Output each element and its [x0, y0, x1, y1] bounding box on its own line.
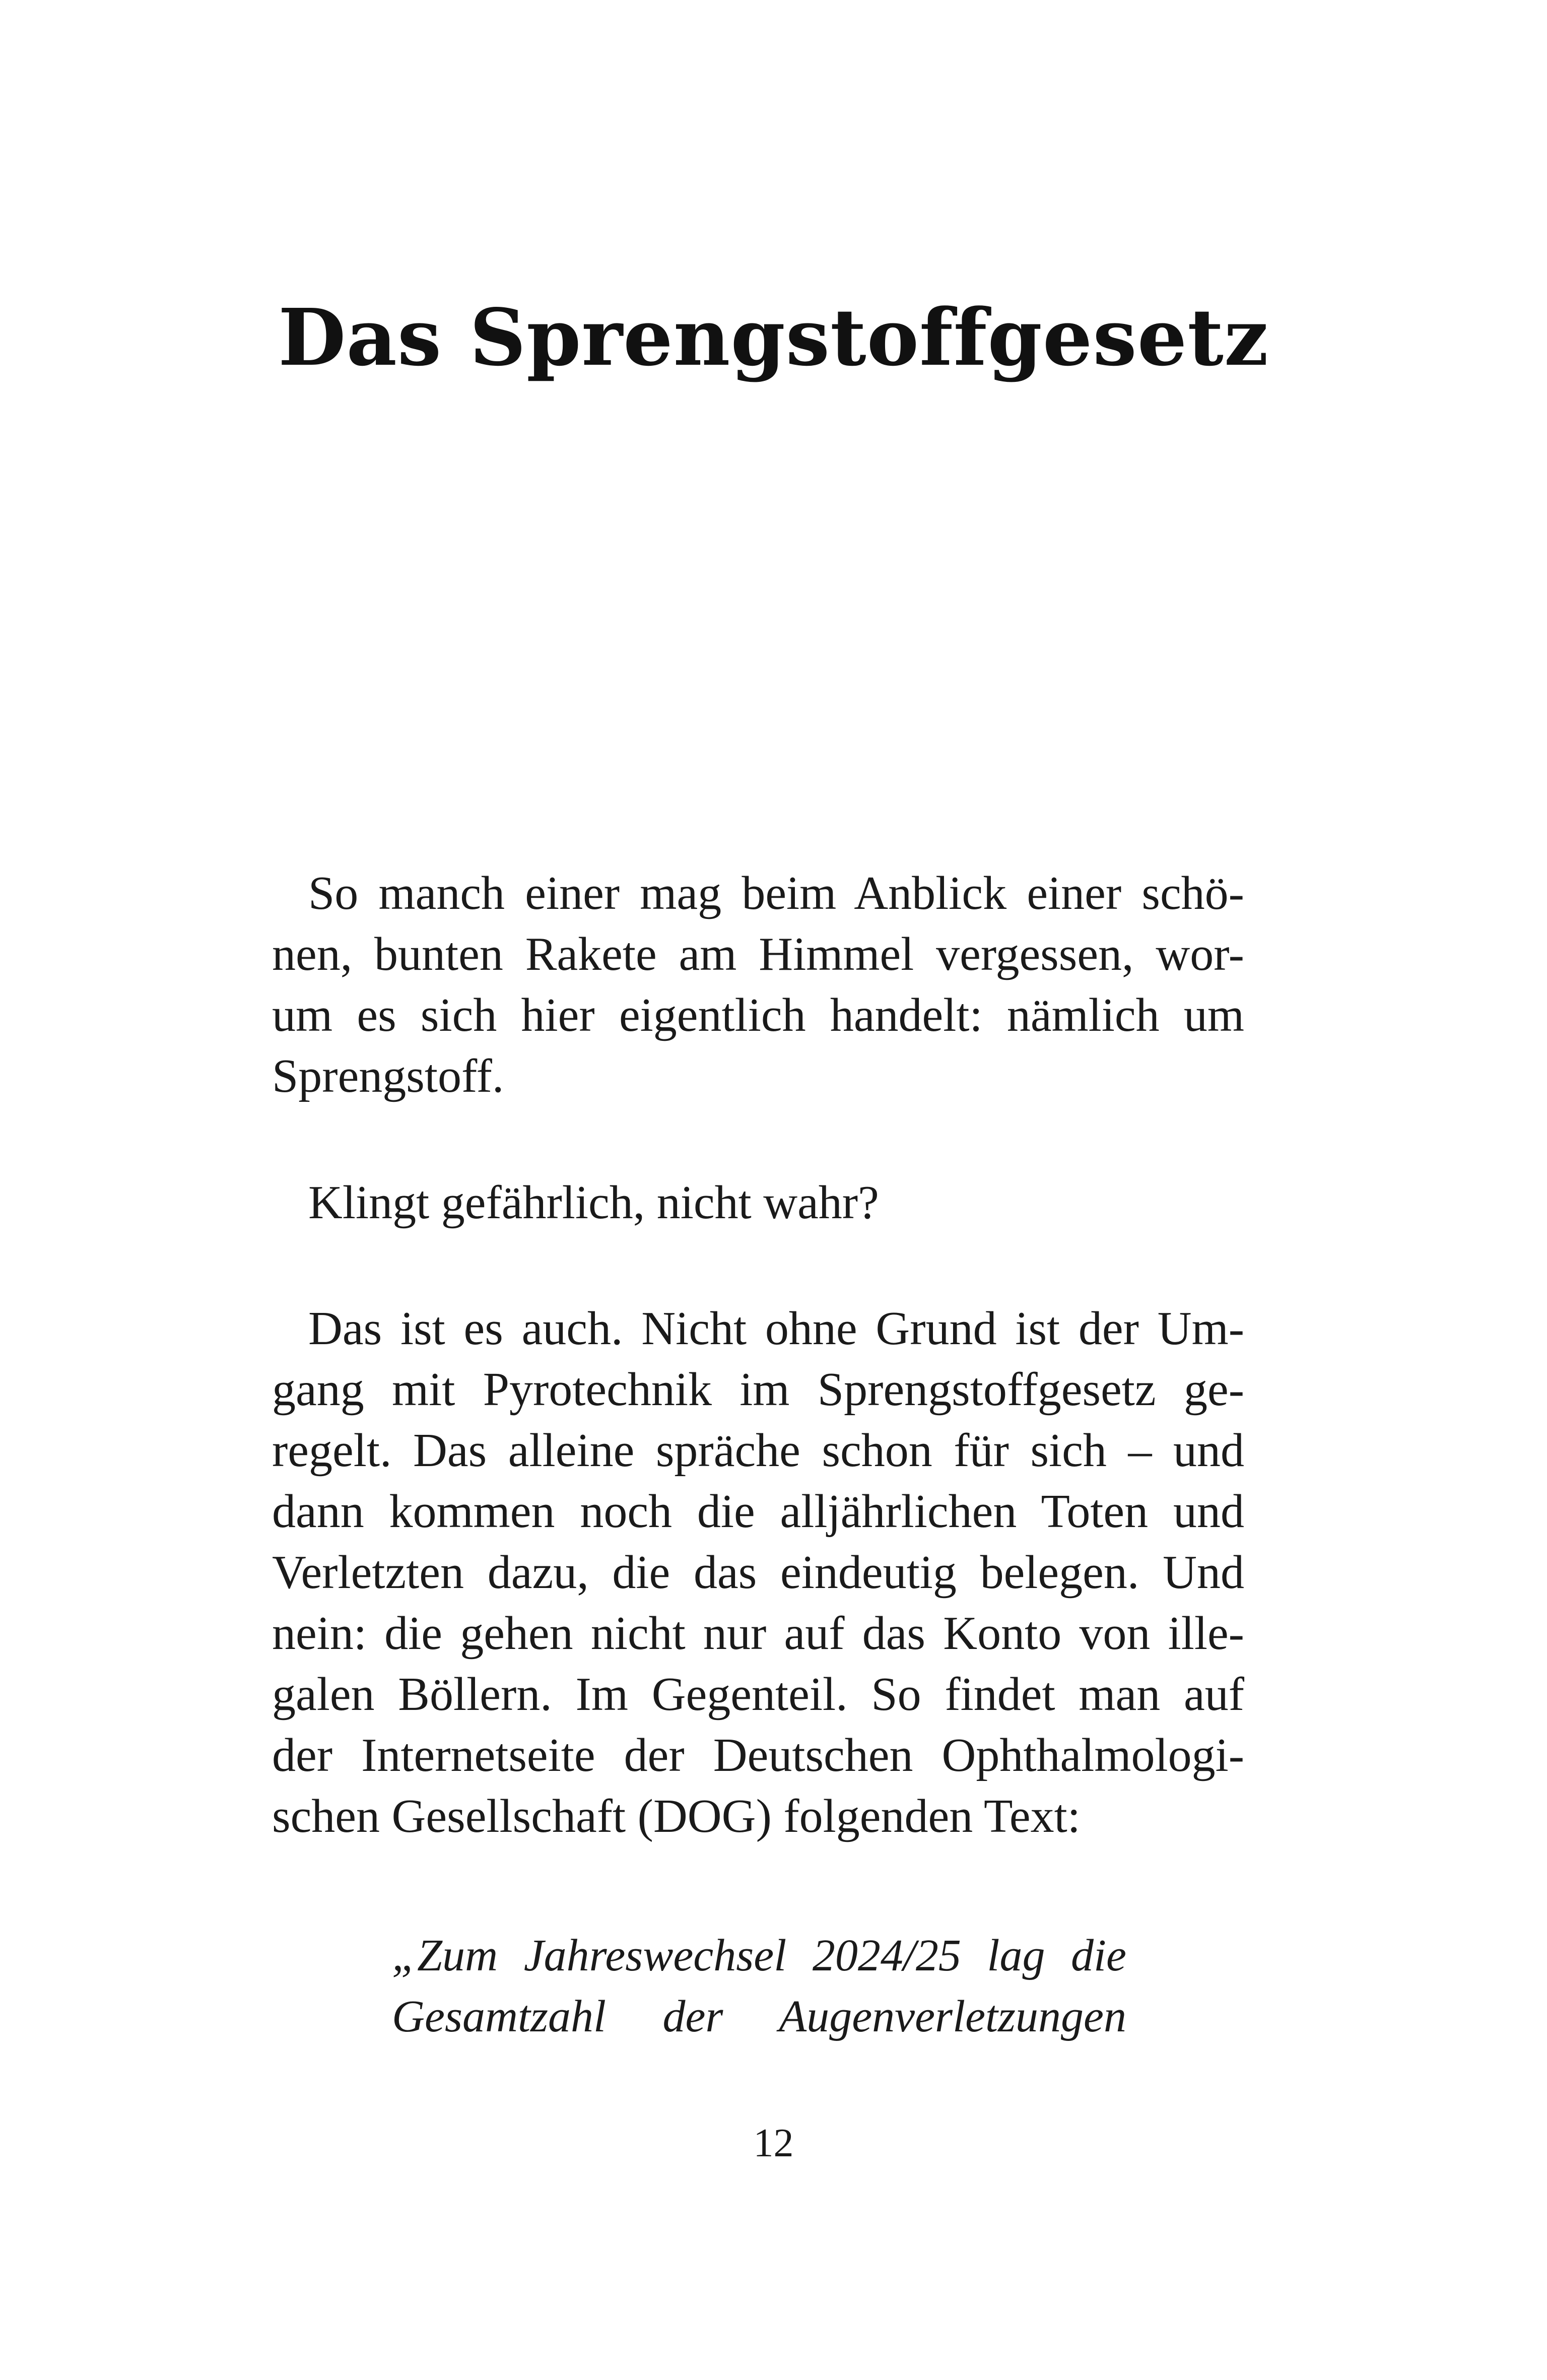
paragraph-line: nein: die gehen nicht nur auf das Konto von ille- [272, 1607, 1244, 1660]
page-number: 12 [753, 2121, 794, 2165]
chapter-title: Das Sprengstoffgesetz [278, 291, 1269, 383]
paragraph-line: schen Gesellschaft (DOG) folgenden Text: [272, 1790, 1081, 1842]
paragraph-line: galen Böllern. Im Gegenteil. So findet man auf [272, 1668, 1244, 1721]
block-quote [392, 1925, 1126, 2046]
paragraph-1 [272, 863, 1244, 1107]
paragraph-3 [272, 1298, 1244, 1847]
quote-line: Gesamtzahl der Augenverletzungen [392, 1992, 1126, 2041]
paragraph-line: gang mit Pyrotechnik im Sprengstoffgesetz ge- [272, 1363, 1244, 1416]
paragraph-line: Verletzten dazu, die das eindeutig belegen. Und [272, 1546, 1244, 1599]
paragraph-line: Sprengstoff. [272, 1050, 504, 1102]
paragraph-line: Klingt gefährlich, nicht wahr? [308, 1176, 879, 1229]
paragraph-line: der Internetseite der Deutschen Ophthalmologi- [272, 1729, 1244, 1781]
paragraph-2 [272, 1172, 1244, 1233]
paragraph-line: nen, bunten Rakete am Himmel vergessen, wor- [272, 928, 1244, 980]
quote-line: „Zum Jahreswechsel 2024/25 lag die [392, 1931, 1126, 1980]
paragraph-line: regelt. Das alleine spräche schon für sich – und [272, 1424, 1244, 1477]
paragraph-line: um es sich hier eigentlich handelt: nämlich um [272, 989, 1244, 1041]
paragraph-line: So manch einer mag beim Anblick einer schö- [308, 867, 1244, 919]
paragraph-line: dann kommen noch die alljährlichen Toten und [272, 1485, 1244, 1538]
paragraph-line: Das ist es auch. Nicht ohne Grund ist der Um- [308, 1302, 1244, 1355]
